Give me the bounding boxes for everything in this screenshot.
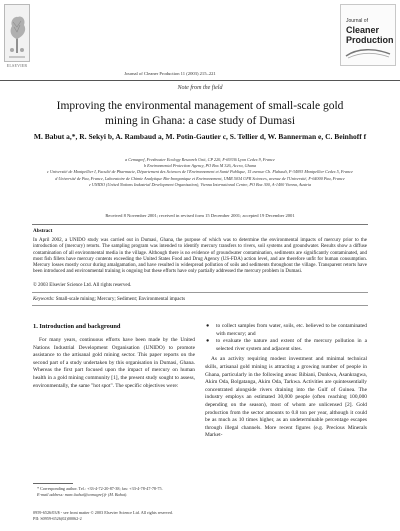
keywords-line bbox=[33, 297, 367, 302]
list-item bbox=[205, 338, 367, 353]
article-dates: Received 8 November 2001; received in revised form 15 December 2001; accepted 19 December 2001 bbox=[105, 213, 295, 218]
section-heading: 1. Introduction and background bbox=[33, 323, 121, 330]
section-label: Note from the field bbox=[177, 85, 223, 91]
affiliation-a: a Cemagref, Freshwater Ecology Research Unit, CP 220, F-69336 Lyon Cedex 9, France bbox=[125, 157, 275, 162]
body-paragraph: As an activity requiring modest investment and minimal technical skills, artisanal gold mining is attracting a growing number of people in Ghana, particularly in the following areas: Bibiani, Dunkwa, Asankragwa, Akim Oda, Bolgatanga, Akim Oda, Tarkwa. Activities are quintessentially concentrated alongside rivers draining into the Gulf of Guinea. The industry employs an estimated 30,000 people (often reaching 100,000 depending on the season), most of whom are unlicensed [2]. Gold production from the sector amounts to 0.8 ton per year, although it could be as much as 10 times higher, as an undeterminable percentage escapes through illegal channels. More recent figures (e.g. Precious Minerals Market- bbox=[205, 356, 367, 439]
article-title: Improving the environmental management of small-scale gold mining in Ghana: a case study of Dumasi bbox=[56, 100, 344, 127]
journal-logo-line2: Cleaner bbox=[346, 25, 380, 35]
journal-citation: Journal of Cleaner Production 11 (2003) 215–221 bbox=[124, 71, 216, 76]
keywords-label: Keywords: bbox=[33, 297, 55, 302]
journal-logo-line3: Production bbox=[346, 35, 394, 45]
list-item bbox=[205, 323, 367, 338]
abstract-copyright: © 2003 Elsevier Science Ltd. All rights reserved. bbox=[33, 283, 132, 288]
footnotes bbox=[33, 486, 195, 497]
affiliation-b: b Environmental Protection Agency, PO Box M 326, Accra, Ghana bbox=[143, 163, 257, 169]
footnote-divider bbox=[33, 483, 73, 484]
list-item-text: to collect samples from water, soils, etc. believed to be contaminated with mercury; and bbox=[216, 323, 367, 337]
abstract-top-divider bbox=[32, 224, 368, 225]
header-divider bbox=[0, 80, 400, 81]
abstract-text: In April 2002, a UNIDO study was carried out in Dumasi, Ghana, the purpose of which was to determine the environmental impacts of mercury prior to the introduction of (mercury) retorts. The sampling program was intended to identify mercury transfers to rivers, soil systems and groundwater. Results show a diffuse contamination of all environmental media in the village. Although there is no evidence of groundwater contamination, sediments are significantly contaminated, and most fish fillets have mercury contents exceeding the United States Food and Drug Agency (US-FDA) action level, and are therefore unfit for human consumption. Mercury losses mostly occur during amalgamation, and have resulted in widespread pollution of soils and sediments throughout the village. Transparent retorts have been introduced and environmental training is ongoing but these efforts have only partially addressed the mercury problem in Dumasi. bbox=[33, 238, 367, 275]
bullet-icon: ● bbox=[206, 338, 210, 345]
abstract-block bbox=[33, 228, 367, 276]
journal-header bbox=[0, 0, 400, 86]
elsevier-tree-logo-icon bbox=[4, 4, 30, 62]
issn-line: 0959-6526/03/$ - see front matter © 2003 Elsevier Science Ltd. All rights reserved. bbox=[33, 510, 173, 515]
right-column bbox=[205, 323, 367, 442]
pii-line: PII: S0959-6526(02)00062-2 bbox=[33, 515, 82, 521]
body-paragraph: For many years, continuous efforts have been made by the United Nations Industrial Development Organisation (UNIDO) to promote assistance to the artisanal gold mining sector. This paper reports on the second part of a study undertaken by this organisation in Dumasi, Ghana. Whereas the first part focused upon the impact of mercury on human health in a gold mining community [1], the present study sought to assess, environmentally, the same "hot spot". The specific objectives were: bbox=[33, 337, 195, 389]
affiliation-list bbox=[28, 157, 372, 188]
keywords-text: Small-scale mining; Mercury; Sediment; Environmental impacts bbox=[55, 297, 186, 302]
journal-swoosh-icon bbox=[345, 47, 391, 59]
keywords-bottom-divider bbox=[32, 305, 368, 306]
corresponding-author-note: * Corresponding author. Tel.: +33-4-72-20-87-38; fax: +33-4-78-47-78-75. bbox=[37, 486, 163, 491]
issn-block bbox=[33, 510, 273, 521]
journal-logo bbox=[340, 4, 396, 66]
affiliation-c: c Université de Montpellier I, Faculté de Pharmacie, Département des Sciences de l'Environnement et Santé Publique, 15 avenue Ch. Flahault, F-34093 Montpellier Cedex 5, France bbox=[47, 169, 353, 175]
bullet-icon: ● bbox=[206, 323, 210, 329]
affiliation-d: d Université de Pau, France, Laboratoire de Chimie Analytique Bio-Inorganique et Environnement, UMR 5034 UFR Sciences, avenue de l'Université, F-64000 Pau, France bbox=[55, 175, 345, 181]
author-list: M. Babut a,*, R. Sekyi b, A. Rambaud a, M. Potin-Gautier c, S. Tellier d, W. Bannerman e, C. Beinhoff f bbox=[33, 132, 367, 141]
email-note: E-mail address: marc.babut@cemagref.fr (M. Babut). bbox=[37, 491, 128, 497]
journal-logo-line1: Journal of bbox=[346, 18, 368, 24]
objectives-list bbox=[205, 323, 367, 353]
affiliation-e: e UNIDO (United Nations Industrial Development Organisation), Vienna International Centre, PO Box 300, A-1400 Vienna, Austria bbox=[88, 181, 312, 187]
publisher-name: ELSEVIER bbox=[6, 63, 28, 68]
list-item-text: to evaluate the nature and extent of the mercury pollution in a selected river system and adjacent sites. bbox=[216, 338, 367, 352]
left-column bbox=[33, 323, 195, 392]
abstract-heading: Abstract bbox=[33, 228, 53, 234]
keywords-top-divider bbox=[32, 292, 368, 293]
